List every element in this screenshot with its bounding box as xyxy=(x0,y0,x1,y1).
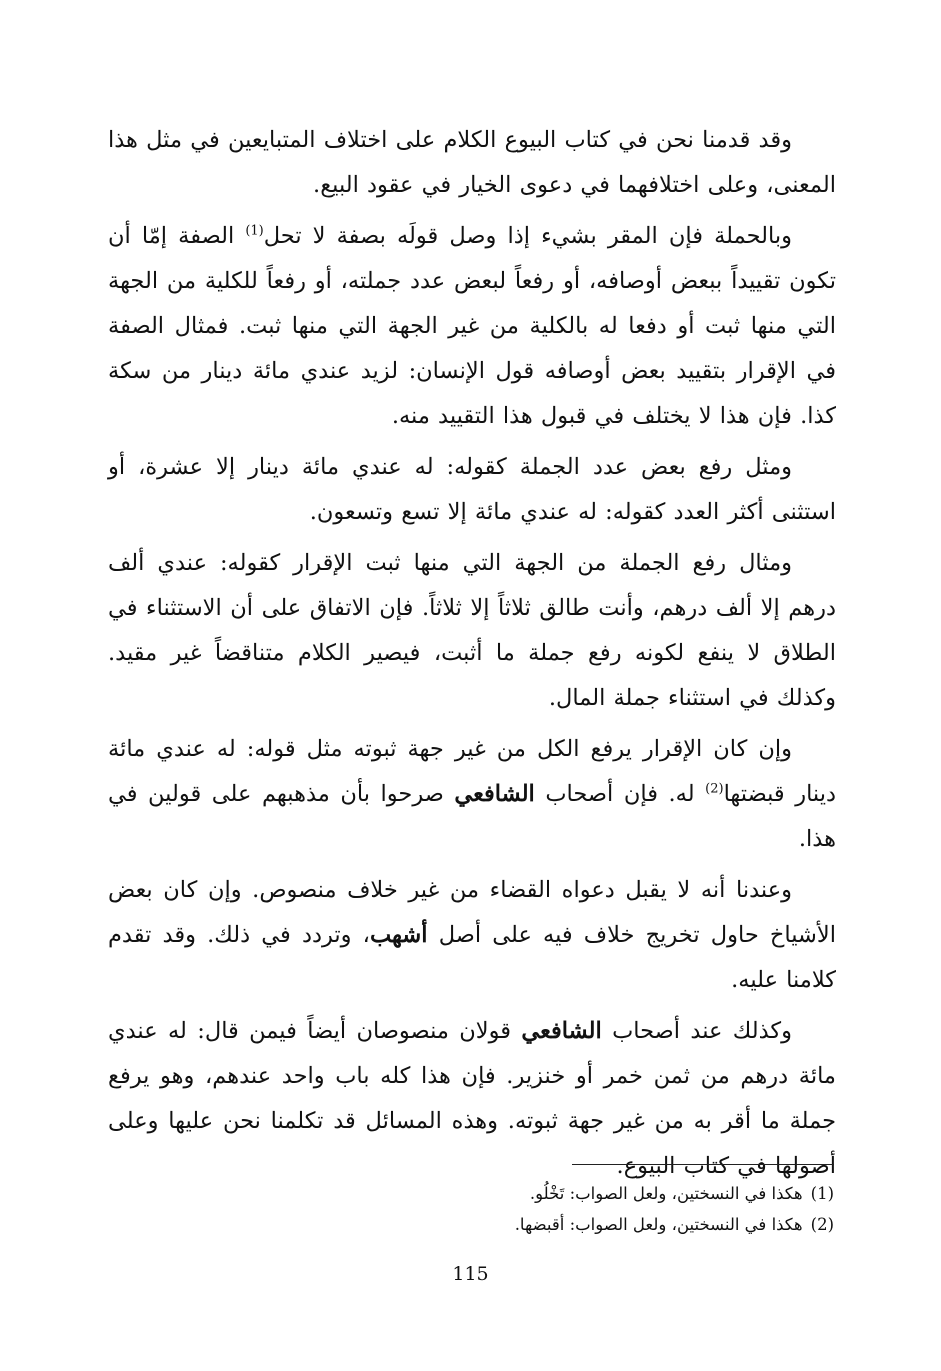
footnote-1 xyxy=(300,1178,834,1209)
page-number: 115 xyxy=(452,1263,489,1285)
paragraph-5 xyxy=(108,727,836,862)
paragraph-7-text-a: وكذلك عند أصحاب xyxy=(601,1018,792,1044)
footnote-2-number: (2) xyxy=(810,1215,834,1234)
name-shafii: الشافعي xyxy=(454,781,535,807)
paragraph-4-text: ومثال رفع الجملة من الجهة التي منها ثبت الإقرار كقوله: عندي ألف درهم إلا ألف درهم، وأنت طالق ثلاثاً إلا ثلاثاً. فإن الاتفاق على أن الاستثناء في الطلاق لا ينفع لكونه رفع جملة ما أثبت، فيصير الكلام متناقضاً غير مقيد. وكذلك في استثناء جملة المال. xyxy=(108,550,836,711)
paragraph-2 xyxy=(108,214,836,439)
paragraph-7-text-b: قولان منصوصان أيضاً فيمن قال: له عندي مائة درهم من ثمن خمر أو خنزير. فإن هذا كله باب واحد عندهم، وهو يرفع جملة ما أقر به من غير جهة ثبوته. وهذه المسائل قد تكلمنا نحن عليها وعلى أصولها في كتاب البيوع. xyxy=(108,1018,836,1179)
footnote-separator xyxy=(572,1164,834,1165)
paragraph-2-text-b: الصفة إمّا أن تكون تقييداً ببعض أوصافه، أو رفعاً لبعض عدد جملته، أو رفعاً للكلية من الجهة التي منها ثبت أو دفعا له بالكلية من غير الجهة التي منها ثبت. فمثال الصفة في الإقرار بتقييد بعض أوصافه قول الإنسان: لزيد عندي مائة دينار من سكة كذا. فإن هذا لا يختلف في قبول هذا التقييد منه. xyxy=(108,223,836,429)
name-shafii-2: الشافعي xyxy=(521,1018,602,1044)
paragraph-2-text-a: وبالحملة فإن المقر بشيء إذا وصل قولَه بصفة لا تحل xyxy=(263,223,792,249)
paragraph-6 xyxy=(108,868,836,1003)
footnote-2-text: هكذا في النسختين، ولعل الصواب: أقبضها. xyxy=(514,1215,803,1234)
paragraph-5-text-b: له. فإن أصحاب xyxy=(534,781,706,807)
paragraph-5-text-c: صرحوا بأن مذهبهم على قولين في هذا. xyxy=(108,781,836,852)
footnote-ref-1: (1) xyxy=(245,223,264,239)
paragraph-7 xyxy=(108,1009,836,1189)
footnote-ref-2: (2) xyxy=(705,781,724,797)
footnote-1-text: هكذا في النسختين، ولعل الصواب: تَخْلُو. xyxy=(529,1184,803,1203)
footnotes xyxy=(300,1178,834,1240)
paragraph-3 xyxy=(108,445,836,535)
paragraph-3-text: ومثل رفع بعض عدد الجملة كقوله: له عندي مائة دينار إلا عشرة، أو استثنى أكثر العدد كقوله: له عندي مائة إلا تسع وتسعون. xyxy=(108,454,836,525)
paragraph-1-text: وقد قدمنا نحن في كتاب البيوع الكلام على اختلاف المتبايعين في مثل هذا المعنى، وعلى اختلافهما في دعوى الخيار في عقود البيع. xyxy=(108,127,836,198)
paragraph-6-text-b: ، وتردد في ذلك. وقد تقدم كلامنا عليه. xyxy=(108,922,836,993)
footnote-2 xyxy=(300,1209,834,1240)
paragraph-5-text-a: وإن كان الإقرار يرفع الكل من غير جهة ثبوته مثل قوله: له عندي مائة دينار قبضتها xyxy=(108,736,836,807)
name-ashhab: أشهب xyxy=(369,922,428,948)
body-text xyxy=(108,118,836,1195)
paragraph-6-text-a: وعندنا أنه لا يقبل دعواه القضاء من غير خلاف منصوص. وإن كان بعض الأشياخ حاول تخريج خلاف فيه على أصل xyxy=(108,877,836,948)
paragraph-4 xyxy=(108,541,836,721)
paragraph-1 xyxy=(108,118,836,208)
footnote-1-number: (1) xyxy=(810,1184,834,1203)
